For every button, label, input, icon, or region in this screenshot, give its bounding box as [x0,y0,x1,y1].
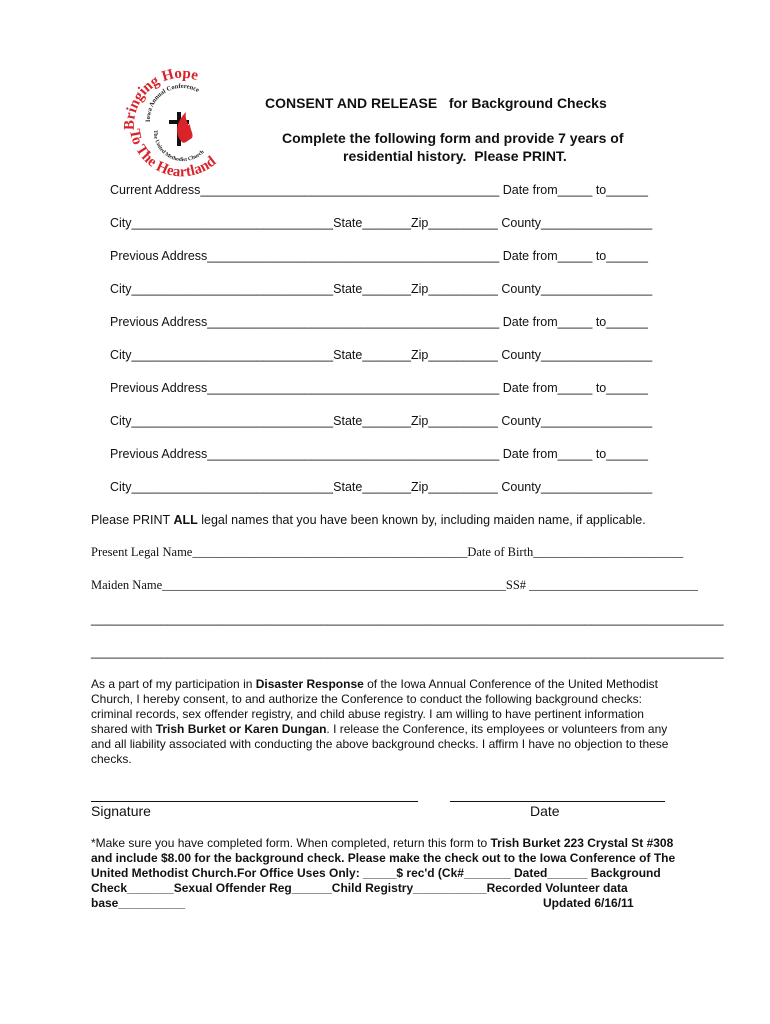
city-state-zip-field[interactable]: City_____________________________State_______Zip__________ County________________ [110,216,653,230]
subtitle-line-2: residential history. Please PRINT. [343,148,567,164]
signature-label: Signature [91,803,151,819]
city-state-zip-field[interactable]: City_____________________________State_______Zip__________ County________________ [110,414,653,428]
logo-inner-bottom-text: The United Methodist Church [151,129,206,164]
blank-line[interactable]: ___________________________________________________________________________________________ [91,645,724,659]
present-legal-name-field[interactable]: Present Legal Name____________________________________________Date of Birth________________________ [91,545,684,559]
consent-paragraph: As a part of my participation in Disaster Response of the Iowa Annual Conference of the United Methodist Church, I hereby consent, to and authorize the Conference to conduct the following background checks: criminal records, sex offender registry, and child abuse registry. I am willing to have pertinent information shared with Trish Burket or Karen Dungan. I release the Conference, its employees or volunteers from any and all liability associated with conducting the above background checks. I affirm I have no objection to these checks. [91,677,669,766]
blank-line[interactable]: ___________________________________________________________________________________________ [91,612,724,626]
date-line[interactable] [450,801,665,802]
maiden-name-field[interactable]: Maiden Name_______________________________________________________SS# ___________________________ [91,578,698,592]
conference-logo [116,60,246,190]
updated-date: Updated 6/16/11 [543,896,634,910]
current-address-field[interactable]: Current Address___________________________________________ Date from_____ to______ [110,183,648,197]
signature-line[interactable] [91,801,418,802]
previous-address-field[interactable]: Previous Address__________________________________________ Date from_____ to______ [110,249,648,263]
date-label: Date [530,803,560,819]
logo-top-text: Bringing Hope [121,65,200,131]
legal-names-instruction: Please PRINT ALL legal names that you have been known by, including maiden name, if applicable. [91,513,646,527]
logo-inner-top-text: Iowa Annual Conference [144,82,201,123]
previous-address-field[interactable]: Previous Address__________________________________________ Date from_____ to______ [110,381,648,395]
city-state-zip-field[interactable]: City_____________________________State_______Zip__________ County________________ [110,282,653,296]
form-title: CONSENT AND RELEASE for Background Checks [265,95,607,111]
cross-and-flame-icon [169,112,193,146]
city-state-zip-field[interactable]: City_____________________________State_______Zip__________ County________________ [110,480,653,494]
subtitle-line-1: Complete the following form and provide 7 years of [282,130,624,146]
return-instructions: *Make sure you have completed form. When completed, return this form to Trish Burket 223 Crystal St #308 and include $8.00 for the background check. Please make the check out to the Iowa Conference of The United Methodist Church.For Office Uses Only: _____$ rec'd (Ck#_______ Dated______ Background Check_______Sexual Offender Reg______Child Registry___________Recorded Volunteer data base__________ [91,836,676,910]
logo-bottom-text: To The Heartland [125,127,220,181]
city-state-zip-field[interactable]: City_____________________________State_______Zip__________ County________________ [110,348,653,362]
previous-address-field[interactable]: Previous Address__________________________________________ Date from_____ to______ [110,447,648,461]
previous-address-field[interactable]: Previous Address__________________________________________ Date from_____ to______ [110,315,648,329]
